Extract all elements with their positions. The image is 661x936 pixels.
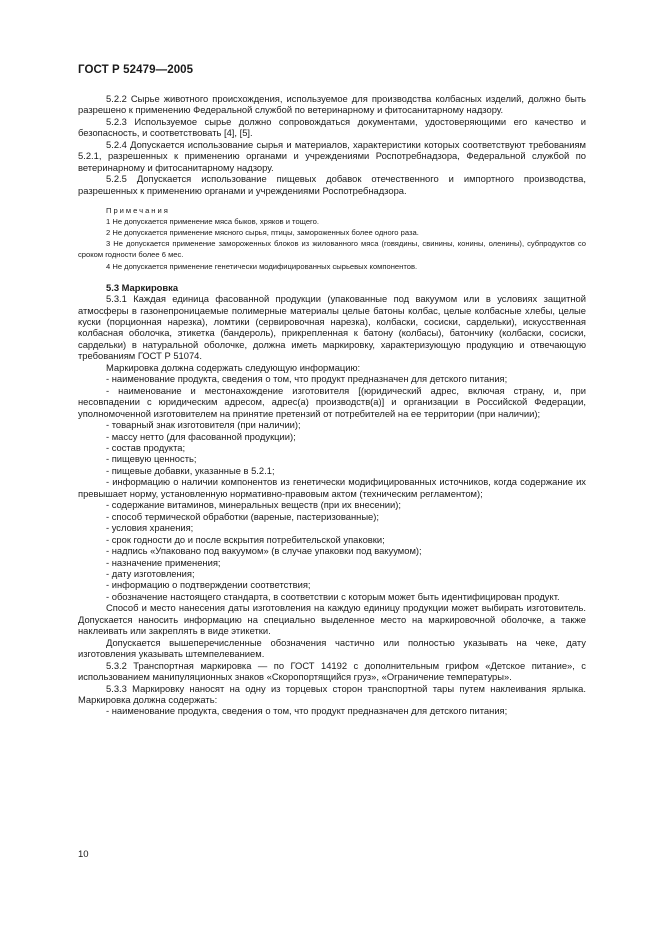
- list-item: - способ термической обработки (вареные, пастеризованные);: [106, 510, 379, 522]
- list-item: - назначение применения;: [106, 556, 221, 568]
- clause-5-2-2: 5.2.2 Сырье животного происхождения, используемое для производства колбасных изделий, должно быть разрешено к применению Федеральной службой по ветеринарному и фитосанитарному надзору.: [78, 93, 586, 116]
- list-item: - состав продукта;: [106, 441, 186, 453]
- list-item: - условия хранения;: [106, 522, 194, 534]
- document-header: ГОСТ Р 52479—2005: [78, 64, 194, 76]
- notes-title: Примечания: [106, 206, 170, 216]
- list-item: - дату изготовления;: [106, 567, 195, 579]
- section-title: 5.3 Маркировка: [106, 281, 179, 293]
- note-item: 3 Не допускается применение замороженных блоков из жилованного мяса (говядины, свинины, конины, оленины), субпродуктов со сроком годности более 6 мес.: [78, 239, 586, 260]
- clause-5-3-1: 5.3.1 Каждая единица фасованной продукции (упакованные под вакуумом или в условиях защитной атмосферы в газонепроницаемые полимерные материалы целые батоны колбас, целые колбасные хлебы, целые куски (порционная нарезка), ломтики (сервировочная нарезка), колбаски, сосиски, сардельки), искусственная колбасная оболочка, этикетка (бандероль), прикрепленная к батону (колбасы), батончику (колбаски, сосиски, сардельки) в натуральной оболочке, должна иметь маркировку, характеризующую продукцию и отвечающую требованиям ГОСТ Р 51074.: [78, 293, 586, 362]
- list-item: - содержание витаминов, минеральных веществ (при их внесении);: [106, 499, 402, 511]
- document-body: [78, 93, 586, 717]
- clause-5-3-2: 5.3.2 Транспортная маркировка — по ГОСТ 14192 с дополнительным грифом «Детское питание», с использованием манипуляционных знаков «Скоропортящийся груз», «Ограничение температуры».: [78, 659, 586, 683]
- list-item: - обозначение настоящего стандарта, в соответствии с которым может быть идентифицирован продукт.: [106, 590, 560, 602]
- list-item: - товарный знак изготовителя (при наличии);: [106, 419, 301, 431]
- clause-5-3-3: 5.3.3 Маркировку наносят на одну из торцевых сторон транспортной тары путем наклеивания ярлыка. Маркировка должна содержать:: [78, 682, 586, 705]
- list-item: - срок годности до и после вскрытия потребительской упаковки;: [106, 533, 385, 545]
- list-item: - информацию о наличии компонентов из генетически модифицированных источников, когда содержание их превышает норму, установленную нормативно-правовым актом (техническим регламентом);: [78, 476, 586, 499]
- marking-intro: Маркировка должна содержать следующую информацию:: [106, 361, 361, 373]
- list-item: - массу нетто (для фасованной продукции);: [106, 430, 296, 442]
- notes-block: [78, 205, 586, 272]
- clause-5-2-5: 5.2.5 Допускается использование пищевых добавок отечественного и импортного производства, разрешенных к применению органами и учреждениями Роспотребнадзора.: [78, 173, 586, 196]
- clause-5-2-4: 5.2.4 Допускается использование сырья и материалов, характеристики которых соответствуют требованиям 5.2.1, разрешенных к применению органами и учреждениями Роспотребнадзора, Федеральной службой по ветеринарному и фитосанитарному надзору.: [78, 138, 586, 173]
- page-number: 10: [78, 849, 89, 860]
- paragraph-date-method: Способ и место нанесения даты изготовления на каждую единицу продукции может выбирать изготовитель. Допускается наносить информацию на специально выделенное место на маркировочной оболочке, а также наклеивать или закреплять в виде этикетки.: [78, 602, 586, 637]
- list-item: - пищевую ценность;: [106, 453, 197, 465]
- note-item: 2 Не допускается применение мясного сырья, птицы, замороженных более одного раза.: [106, 228, 419, 238]
- list-item: - наименование продукта, сведения о том, что продукт предназначен для детского питания;: [106, 705, 508, 717]
- list-item: - информацию о подтверждении соответствия;: [106, 579, 311, 591]
- paragraph-receipt: Допускается вышеперечисленные обозначения частично или полностью указывать на чеке, дату изготовления указывать штемпелеванием.: [78, 636, 586, 660]
- clause-5-2-3: 5.2.3 Используемое сырье должно сопровождаться документами, удостоверяющими его качество и безопасность, и соответствовать [4], [5].: [78, 115, 586, 139]
- list-item: - пищевые добавки, указанные в 5.2.1;: [106, 464, 275, 476]
- list-item: - наименование продукта, сведения о том, что продукт предназначен для детского питания;: [106, 373, 508, 385]
- note-item: 1 Не допускается применение мяса быков, хряков и тощего.: [106, 217, 319, 227]
- list-item: - надпись «Упаковано под вакуумом» (в случае упаковки под вакуумом);: [106, 545, 422, 557]
- note-item: 4 Не допускается применение генетически модифицированных сырьевых компонентов.: [106, 261, 418, 271]
- list-item: - наименование и местонахождение изготовителя [(юридический адрес, включая страну, и, при несовпадении с юридическим адресом, адрес(а) производств(а)] и организации в Российской Федерации, уполномоченной изготовителем на принятие претензий от потребителей на ее территории (при наличии);: [78, 384, 586, 419]
